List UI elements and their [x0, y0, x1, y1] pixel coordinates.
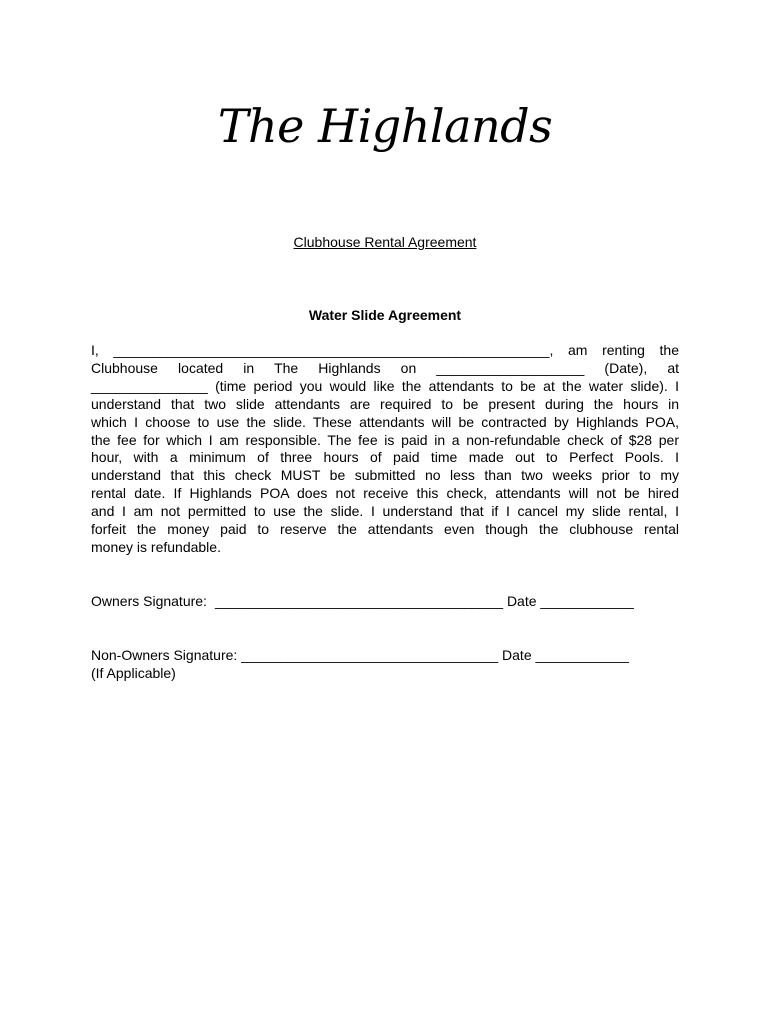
if-applicable-note: (If Applicable)	[91, 665, 176, 681]
body-line: understand that this check MUST be submitted no less than two weeks prior to my	[91, 467, 679, 484]
body-line: rental date. If Highlands POA does not receive this check, attendants will not be hired	[91, 485, 679, 502]
nonowner-signature-line[interactable]: _________________________________	[241, 647, 499, 663]
body-line: the fee for which I am responsible. The fee is paid in a non-refundable check of $28 per	[91, 431, 679, 448]
body-line: forfeit the money paid to reserve the attendants even though the clubhouse rental	[91, 521, 679, 538]
nonowner-signature-row	[91, 646, 629, 664]
nonowner-date-line[interactable]: ____________	[535, 647, 629, 663]
owner-signature-row	[91, 592, 634, 610]
body-line: hour, with a minimum of three hours of paid time made out to Perfect Pools. I	[91, 449, 679, 466]
section-heading: Water Slide Agreement	[308, 307, 462, 323]
owner-date-label: Date	[506, 593, 537, 609]
nonowner-date-label: Date	[502, 647, 532, 663]
nonowner-signature-label: Non-Owners Signature:	[91, 647, 238, 663]
agreement-body	[91, 342, 679, 557]
body-line: and I am not permitted to use the slide. I understand that if I cancel my slide rental, I	[91, 503, 679, 520]
owner-signature-line[interactable]: _____________________________________	[214, 593, 504, 609]
body-line: money is refundable.	[91, 538, 221, 555]
owner-date-line[interactable]: ____________	[540, 593, 634, 609]
body-line: understand that two slide attendants are required to be present during the hours in	[91, 395, 679, 412]
body-line: Clubhouse located in The Highlands on ___________________ (Date), at	[91, 359, 679, 376]
document-title: The Highlands	[217, 99, 553, 153]
owner-signature-label: Owners Signature:	[91, 593, 207, 609]
document-subtitle: Clubhouse Rental Agreement	[293, 234, 477, 250]
body-line: I, ________________________________________________________, am renting the	[91, 342, 679, 358]
body-line: _______________ (time period you would like the attendants to be at the water slide). I	[91, 377, 679, 394]
body-line: which I choose to use the slide. These attendants will be contracted by Highlands POA,	[91, 413, 679, 430]
